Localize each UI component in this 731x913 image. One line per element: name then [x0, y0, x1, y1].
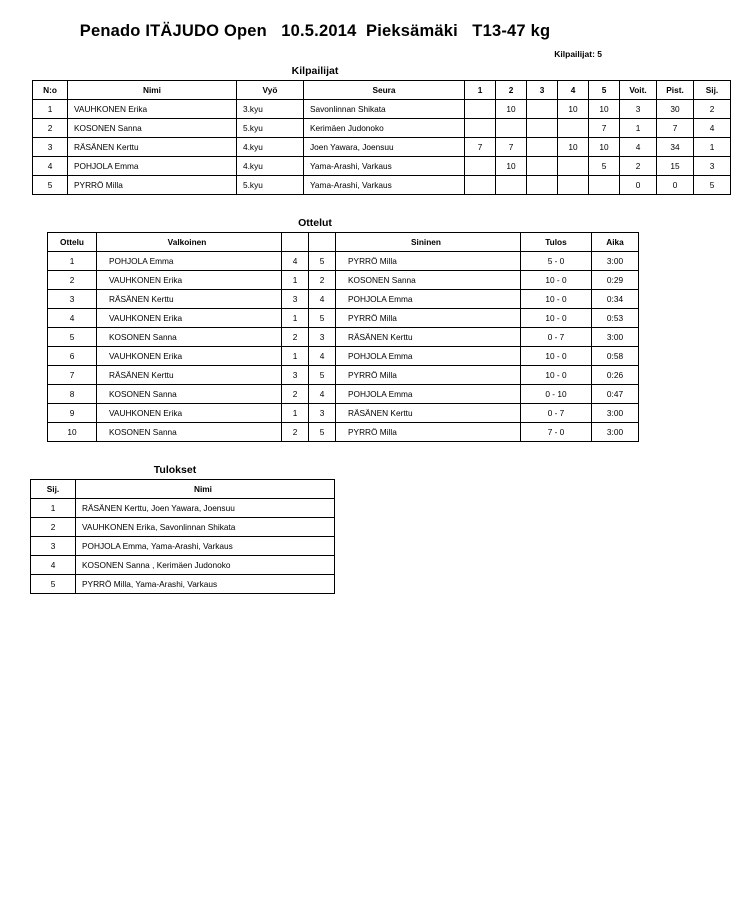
cell-name: POHJOLA Emma, Yama-Arashi, Varkaus [76, 537, 335, 556]
cell-match: 8 [48, 385, 97, 404]
cell-name: POHJOLA Emma [68, 157, 237, 176]
cell-blue-number: 5 [309, 252, 336, 271]
table-row [31, 499, 335, 518]
column-header-white: Valkoinen [97, 233, 282, 252]
cell-result: 10 - 0 [521, 290, 592, 309]
cell-m5 [589, 176, 620, 195]
cell-result: 10 - 0 [521, 347, 592, 366]
table-header-row [33, 81, 731, 100]
cell-time: 3:00 [592, 328, 639, 347]
cell-white: RÄSÄNEN Kerttu [97, 366, 282, 385]
cell-result: 10 - 0 [521, 366, 592, 385]
cell-white-number: 2 [282, 385, 309, 404]
cell-no: 5 [33, 176, 68, 195]
table-row [31, 575, 335, 594]
cell-white-number: 1 [282, 309, 309, 328]
column-header-blue: Sininen [336, 233, 521, 252]
competitors-table-wrapper [32, 80, 719, 195]
table-row [48, 366, 639, 385]
column-header-name: Nimi [76, 480, 335, 499]
section-title-matches: Ottelut [298, 217, 332, 229]
cell-time: 3:00 [592, 252, 639, 271]
cell-name: KOSONEN Sanna , Kerimäen Judonoko [76, 556, 335, 575]
cell-result: 7 - 0 [521, 423, 592, 442]
table-row [33, 157, 731, 176]
column-header-m2: 2 [496, 81, 527, 100]
table-row [48, 328, 639, 347]
cell-name: PYRRÖ Milla [68, 176, 237, 195]
cell-white: VAUHKONEN Erika [97, 271, 282, 290]
cell-rank: 4 [31, 556, 76, 575]
cell-blue: PYRRÖ Milla [336, 366, 521, 385]
cell-white-number: 2 [282, 423, 309, 442]
cell-white: VAUHKONEN Erika [97, 347, 282, 366]
cell-points: 7 [657, 119, 694, 138]
cell-blue: RÄSÄNEN Kerttu [336, 404, 521, 423]
cell-time: 0:47 [592, 385, 639, 404]
results-table [30, 479, 335, 594]
cell-time: 3:00 [592, 423, 639, 442]
cell-m4 [558, 176, 589, 195]
cell-time: 0:53 [592, 309, 639, 328]
cell-club: Joen Yawara, Joensuu [304, 138, 465, 157]
table-row [31, 537, 335, 556]
table-row [48, 404, 639, 423]
column-header-belt: Vyö [237, 81, 304, 100]
column-header-rank: Sij. [694, 81, 731, 100]
cell-club: Yama-Arashi, Varkaus [304, 176, 465, 195]
cell-points: 34 [657, 138, 694, 157]
cell-wins: 2 [620, 157, 657, 176]
cell-white: VAUHKONEN Erika [97, 404, 282, 423]
cell-time: 0:58 [592, 347, 639, 366]
cell-rank: 2 [31, 518, 76, 537]
cell-match: 7 [48, 366, 97, 385]
cell-name: RÄSÄNEN Kerttu, Joen Yawara, Joensuu [76, 499, 335, 518]
cell-m5: 5 [589, 157, 620, 176]
cell-club: Yama-Arashi, Varkaus [304, 157, 465, 176]
cell-blue: PYRRÖ Milla [336, 423, 521, 442]
section-title-competitors: Kilpailijat [291, 65, 339, 77]
cell-name: VAUHKONEN Erika, Savonlinnan Shikata [76, 518, 335, 537]
cell-result: 10 - 0 [521, 271, 592, 290]
table-row [48, 385, 639, 404]
cell-wins: 4 [620, 138, 657, 157]
cell-white-number: 1 [282, 347, 309, 366]
cell-match: 3 [48, 290, 97, 309]
cell-white: KOSONEN Sanna [97, 423, 282, 442]
table-row [48, 252, 639, 271]
cell-blue-number: 3 [309, 404, 336, 423]
cell-m4 [558, 157, 589, 176]
cell-belt: 4.kyu [237, 138, 304, 157]
table-row [48, 271, 639, 290]
cell-rank: 2 [694, 100, 731, 119]
table-header-row [48, 233, 639, 252]
cell-club: Savonlinnan Shikata [304, 100, 465, 119]
column-header-club: Seura [304, 81, 465, 100]
cell-m5: 10 [589, 100, 620, 119]
cell-name: PYRRÖ Milla, Yama-Arashi, Varkaus [76, 575, 335, 594]
cell-rank: 3 [31, 537, 76, 556]
column-header-white-number [282, 233, 309, 252]
cell-blue-number: 5 [309, 309, 336, 328]
cell-points: 15 [657, 157, 694, 176]
cell-points: 0 [657, 176, 694, 195]
matches-table-wrapper [47, 232, 624, 442]
page-title: Penado ITÄJUDO Open 10.5.2014 Pieksämäki T13-47 kg [79, 22, 551, 40]
table-row [33, 176, 731, 195]
cell-rank: 1 [31, 499, 76, 518]
cell-m2: 10 [496, 100, 527, 119]
cell-wins: 0 [620, 176, 657, 195]
cell-blue-number: 5 [309, 423, 336, 442]
cell-belt: 5.kyu [237, 119, 304, 138]
table-header-row [31, 480, 335, 499]
cell-blue: RÄSÄNEN Kerttu [336, 328, 521, 347]
cell-m3 [527, 100, 558, 119]
cell-result: 10 - 0 [521, 309, 592, 328]
cell-match: 6 [48, 347, 97, 366]
cell-white-number: 4 [282, 252, 309, 271]
table-row [33, 100, 731, 119]
cell-belt: 4.kyu [237, 157, 304, 176]
cell-wins: 1 [620, 119, 657, 138]
matches-table [47, 232, 639, 442]
cell-white: VAUHKONEN Erika [97, 309, 282, 328]
competitors-count: Kilpailijat: 5 [554, 49, 602, 59]
cell-rank: 5 [694, 176, 731, 195]
cell-rank: 4 [694, 119, 731, 138]
cell-blue-number: 3 [309, 328, 336, 347]
cell-blue-number: 5 [309, 366, 336, 385]
cell-white: KOSONEN Sanna [97, 385, 282, 404]
cell-m2: 10 [496, 157, 527, 176]
section-title-results: Tulokset [153, 464, 197, 476]
cell-belt: 5.kyu [237, 176, 304, 195]
cell-time: 3:00 [592, 404, 639, 423]
cell-name: RÄSÄNEN Kerttu [68, 138, 237, 157]
cell-white: RÄSÄNEN Kerttu [97, 290, 282, 309]
cell-rank: 1 [694, 138, 731, 157]
column-header-m4: 4 [558, 81, 589, 100]
column-header-points: Pist. [657, 81, 694, 100]
table-row [48, 290, 639, 309]
table-row [48, 423, 639, 442]
cell-blue: POHJOLA Emma [336, 347, 521, 366]
column-header-m5: 5 [589, 81, 620, 100]
results-table-wrapper [30, 479, 320, 594]
cell-m1 [465, 100, 496, 119]
column-header-match: Ottelu [48, 233, 97, 252]
cell-match: 5 [48, 328, 97, 347]
cell-blue: KOSONEN Sanna [336, 271, 521, 290]
cell-white-number: 3 [282, 366, 309, 385]
cell-m1 [465, 119, 496, 138]
cell-m3 [527, 119, 558, 138]
cell-blue-number: 4 [309, 385, 336, 404]
column-header-name: Nimi [68, 81, 237, 100]
table-row [31, 518, 335, 537]
cell-m2 [496, 119, 527, 138]
competitors-table [32, 80, 731, 195]
cell-no: 4 [33, 157, 68, 176]
cell-match: 1 [48, 252, 97, 271]
cell-rank: 5 [31, 575, 76, 594]
table-row [48, 309, 639, 328]
cell-result: 0 - 7 [521, 328, 592, 347]
cell-m3 [527, 176, 558, 195]
column-header-m3: 3 [527, 81, 558, 100]
cell-result: 5 - 0 [521, 252, 592, 271]
cell-wins: 3 [620, 100, 657, 119]
cell-time: 0:34 [592, 290, 639, 309]
cell-m2: 7 [496, 138, 527, 157]
cell-white-number: 1 [282, 404, 309, 423]
cell-no: 3 [33, 138, 68, 157]
cell-blue-number: 2 [309, 271, 336, 290]
cell-match: 10 [48, 423, 97, 442]
cell-white-number: 3 [282, 290, 309, 309]
cell-no: 2 [33, 119, 68, 138]
cell-m1 [465, 157, 496, 176]
table-row [33, 138, 731, 157]
cell-m4: 10 [558, 138, 589, 157]
cell-points: 30 [657, 100, 694, 119]
tournament-results-page [0, 22, 719, 913]
cell-name: KOSONEN Sanna [68, 119, 237, 138]
cell-m3 [527, 157, 558, 176]
cell-white-number: 1 [282, 271, 309, 290]
cell-blue: PYRRÖ Milla [336, 252, 521, 271]
column-header-result: Tulos [521, 233, 592, 252]
cell-white: POHJOLA Emma [97, 252, 282, 271]
cell-white-number: 2 [282, 328, 309, 347]
column-header-time: Aika [592, 233, 639, 252]
cell-time: 0:26 [592, 366, 639, 385]
cell-no: 1 [33, 100, 68, 119]
table-row [48, 347, 639, 366]
column-header-rank: Sij. [31, 480, 76, 499]
table-row [33, 119, 731, 138]
cell-m5: 10 [589, 138, 620, 157]
cell-m2 [496, 176, 527, 195]
column-header-m1: 1 [465, 81, 496, 100]
cell-m1 [465, 176, 496, 195]
cell-blue: PYRRÖ Milla [336, 309, 521, 328]
cell-blue: POHJOLA Emma [336, 385, 521, 404]
table-row [31, 556, 335, 575]
column-header-wins: Voit. [620, 81, 657, 100]
cell-belt: 3.kyu [237, 100, 304, 119]
cell-name: VAUHKONEN Erika [68, 100, 237, 119]
cell-m3 [527, 138, 558, 157]
cell-m4: 10 [558, 100, 589, 119]
cell-blue-number: 4 [309, 347, 336, 366]
cell-m4 [558, 119, 589, 138]
cell-result: 0 - 7 [521, 404, 592, 423]
cell-result: 0 - 10 [521, 385, 592, 404]
cell-m5: 7 [589, 119, 620, 138]
cell-match: 4 [48, 309, 97, 328]
cell-blue: POHJOLA Emma [336, 290, 521, 309]
cell-match: 2 [48, 271, 97, 290]
cell-time: 0:29 [592, 271, 639, 290]
cell-white: KOSONEN Sanna [97, 328, 282, 347]
column-header-no: N:o [33, 81, 68, 100]
cell-blue-number: 4 [309, 290, 336, 309]
cell-match: 9 [48, 404, 97, 423]
cell-club: Kerimäen Judonoko [304, 119, 465, 138]
cell-rank: 3 [694, 157, 731, 176]
cell-m1: 7 [465, 138, 496, 157]
column-header-blue-number [309, 233, 336, 252]
